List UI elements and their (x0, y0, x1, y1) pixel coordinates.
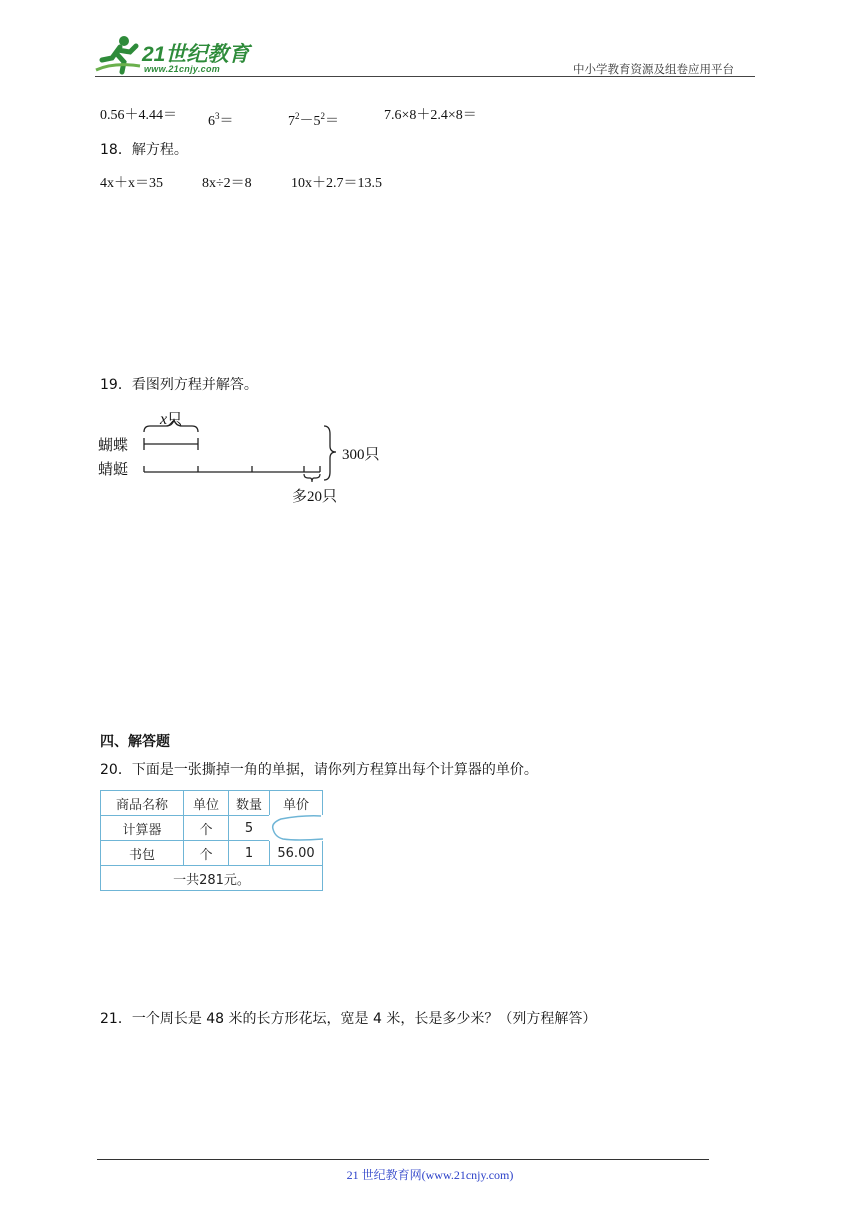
table-header-row (101, 791, 323, 816)
site-logo (94, 34, 264, 76)
table-cell: 56.00 (270, 841, 323, 866)
q21-title: 21．一个周长是 48 米的长方形花坛，宽是 4 米，长是多少米？（列方程解答） (100, 1011, 597, 1027)
q18-title: 18．解方程。 (100, 142, 188, 158)
table-header: 商品名称 (101, 791, 184, 816)
table-header: 数量 (229, 791, 270, 816)
header-platform-text: 中小学教育资源及组卷应用平台 (573, 62, 734, 76)
q18-equation-2: 8x÷2＝8 (202, 176, 252, 191)
diagram-var-label: x只 (160, 410, 183, 428)
table-cell: 书包 (101, 841, 184, 866)
table-cell: 5 (229, 816, 270, 841)
torn-corner-cell (270, 816, 323, 841)
logo-title: 21世纪教育 (142, 43, 250, 66)
calc-expression-1: 0.56＋4.44＝ (100, 108, 177, 123)
table-header: 单价 (270, 791, 323, 816)
header-divider (95, 76, 755, 77)
footer-text: 21 世纪教育网(www.21cnjy.com) (346, 1168, 514, 1182)
table-row (101, 841, 323, 866)
table-cell: 个 (184, 816, 229, 841)
section-title: 四、解答题 (100, 734, 170, 750)
receipt-table (100, 790, 323, 891)
table-cell: 1 (229, 841, 270, 866)
runner-logo-icon (94, 34, 142, 76)
table-header: 单位 (184, 791, 229, 816)
table-cell: 计算器 (101, 816, 184, 841)
diagram-total-label: 300只 (342, 447, 380, 463)
calc-expression-4: 7.6×8＋2.4×8＝ (384, 108, 477, 123)
table-row (101, 816, 323, 841)
table-cell: 个 (184, 841, 229, 866)
q19-title: 19．看图列方程并解答。 (100, 377, 258, 393)
diagram-row-dragonfly: 蜻蜓 (98, 460, 129, 478)
diagram-row-butterfly: 蝴蝶 (98, 436, 129, 454)
logo-url: www.21cnjy.com (144, 64, 221, 74)
q18-equation-3: 10x＋2.7＝13.5 (291, 176, 382, 191)
table-total: 一共281元。 (101, 866, 323, 891)
q18-equation-1: 4x＋x＝35 (100, 176, 163, 191)
calc-expression-2: $6^3=$ (208, 111, 234, 129)
diagram-more-label: 多20只 (292, 489, 338, 505)
line-segment-diagram (98, 406, 398, 506)
calc-expression-3: $7^2-5^2=$ (288, 111, 339, 129)
footer-divider (97, 1159, 709, 1160)
torn-edge-icon (269, 815, 323, 841)
table-total-row (101, 866, 323, 891)
diagram-lines (98, 406, 398, 506)
q20-title: 20．下面是一张撕掉一角的单据，请你列方程算出每个计算器的单价。 (100, 762, 538, 778)
